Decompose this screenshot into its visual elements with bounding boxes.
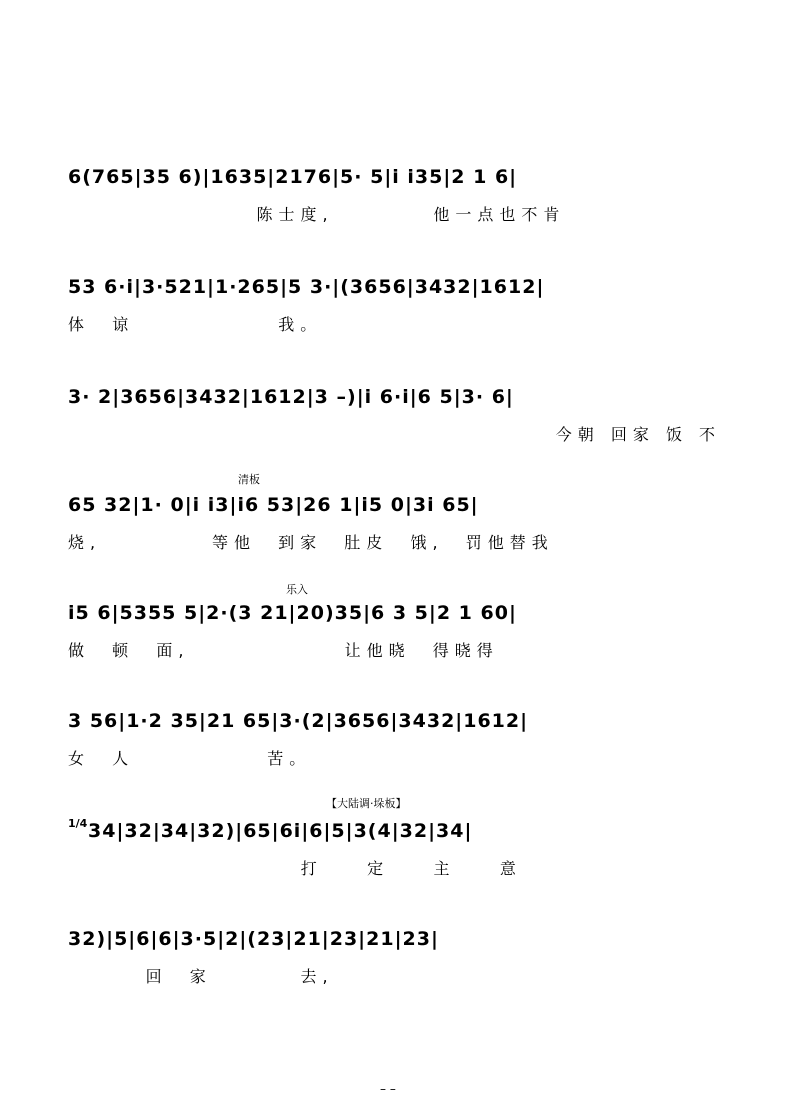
- section-label: 清板: [238, 473, 260, 486]
- time-signature: 1/4: [68, 817, 88, 830]
- notation-line: 3· 2|3656|3432|1612|3 –)|i 6·i|6 5|3· 6|: [68, 386, 514, 408]
- lyrics-line: 女 人 苦。: [68, 749, 312, 768]
- lyrics-line: 打 定 主 意: [68, 859, 522, 878]
- section-label: 乐入: [286, 583, 308, 596]
- lyrics-line: 做 顿 面, 让他晓 得晓得: [68, 641, 499, 660]
- lyrics-line: 回 家 去,: [68, 967, 334, 986]
- notation-line: 6(765|35 6)|1635|2176|5· 5|i i35|2 1 6|: [68, 166, 518, 188]
- lyrics-line: 今朝 回家 饭 不: [68, 425, 722, 444]
- lyrics-line: 陈士度, 他一点也不肯: [68, 205, 566, 224]
- notation-line: 65 32|1· 0|i i3|i6 53|26 1|i5 0|3i 65|: [68, 494, 479, 516]
- notation-line: 32)|5|6|6|3·5|2|(23|21|23|21|23|: [68, 928, 439, 950]
- notation-line: i5 6|5355 5|2·(3 21|20)35|6 3 5|2 1 60|: [68, 602, 517, 624]
- page-number: – –: [380, 1082, 396, 1096]
- lyrics-line: 烧, 等他 到家 肚皮 饿, 罚他替我: [68, 533, 554, 552]
- notation-line: 34|32|34|32)|65|6i|6|5|3(4|32|34|: [88, 820, 473, 842]
- lyrics-line: 体 谅 我。: [68, 315, 323, 334]
- notation-line: 53 6·i|3·521|1·265|5 3·|(3656|3432|1612|: [68, 276, 545, 298]
- notation-line: 3 56|1·2 35|21 65|3·(2|3656|3432|1612|: [68, 710, 529, 732]
- section-label: 【大陆调·垛板】: [326, 797, 407, 810]
